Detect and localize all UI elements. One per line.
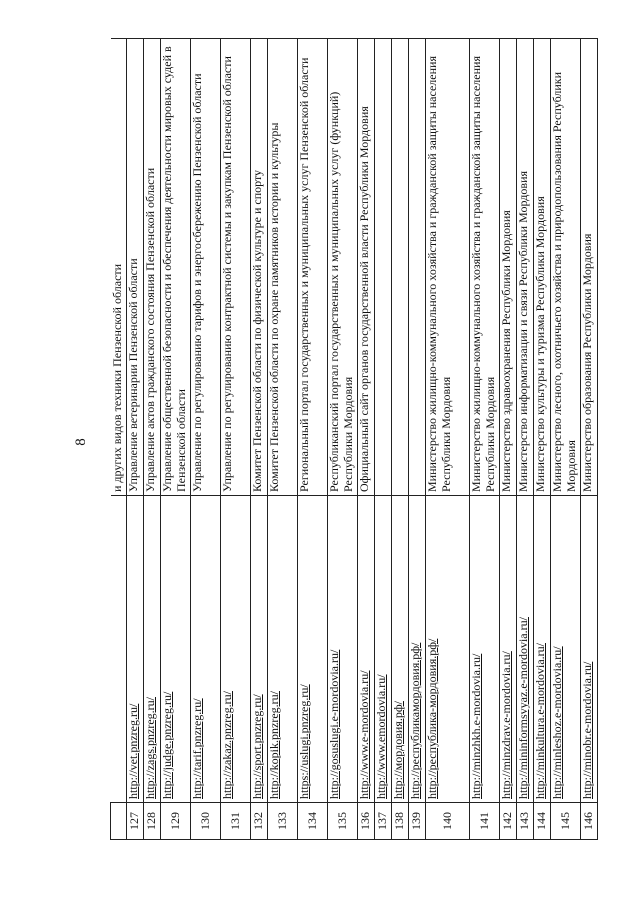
url-cell [409, 496, 426, 803]
url-cell [375, 496, 392, 803]
site-link[interactable]: http://minobr.e-mordovia.ru/ [580, 661, 594, 799]
site-link[interactable]: http://sport.pnzreg.ru/ [250, 694, 264, 799]
row-number: 137 [375, 803, 392, 840]
row-number: 130 [191, 803, 221, 840]
row-number: 131 [221, 803, 251, 840]
organization-name: и других видов техники Пензенской области [111, 39, 127, 496]
table-row [328, 39, 358, 840]
site-link[interactable]: http://judge.pnzreg.ru/ [160, 691, 174, 799]
table-row [111, 39, 127, 840]
organization-name: Управление ветеринарии Пензенской области [127, 39, 144, 496]
site-link[interactable]: http://tarif.pnzreg.ru/ [190, 698, 204, 799]
row-number: 128 [144, 803, 161, 840]
site-link[interactable]: http://mininformsvyaz.e-mordovia.ru/ [516, 617, 530, 799]
site-link[interactable]: http://республикамордовия.рф/ [408, 642, 422, 799]
organization-name: Министерство культуры и туризма Республики Мордовия [534, 39, 551, 496]
url-cell [221, 496, 251, 803]
url-cell [470, 496, 500, 803]
url-cell [426, 496, 470, 803]
site-link[interactable]: http://kopik.pnzreg.ru/ [267, 691, 281, 799]
url-cell [127, 496, 144, 803]
site-link[interactable]: http://www.e-mordovia.ru/ [357, 670, 371, 799]
table-row [161, 39, 191, 840]
site-link[interactable]: http://minkultura.e-mordovia.ru/ [533, 643, 547, 799]
site-link[interactable]: http://республика-мордовия.рф/ [425, 638, 439, 799]
url-cell [358, 496, 375, 803]
page-number: 8 [73, 438, 89, 446]
row-number: 142 [500, 803, 517, 840]
table-row [375, 39, 392, 840]
organization-name: Министерство жилищно-коммунального хозяйства и гражданской защиты населения Республики Мордовия [426, 39, 470, 496]
site-link[interactable]: https://uslugi.pnzreg.ru/ [297, 684, 311, 799]
url-cell [298, 496, 328, 803]
url-cell [500, 496, 517, 803]
row-number: 135 [328, 803, 358, 840]
url-cell [581, 496, 598, 803]
organization-name [392, 39, 409, 496]
organization-name [375, 39, 392, 496]
table-row [191, 39, 221, 840]
organization-name [409, 39, 426, 496]
table-row [221, 39, 251, 840]
website-registry-table [110, 38, 598, 840]
table-row [144, 39, 161, 840]
url-cell [534, 496, 551, 803]
table-row [268, 39, 298, 840]
url-cell [268, 496, 298, 803]
table-row [409, 39, 426, 840]
table-row [500, 39, 517, 840]
site-link[interactable]: http://vet.pnzreg.ru/ [126, 703, 140, 799]
table-row [581, 39, 598, 840]
organization-name: Министерство жилищно-коммунального хозяйства и гражданской защиты населения Республики Мордовия [470, 39, 500, 496]
organization-name: Министерство информатизации и связи Республики Мордовия [517, 39, 534, 496]
table-row [470, 39, 500, 840]
row-number: 134 [298, 803, 328, 840]
site-link[interactable]: http://zakaz.pnzreg.ru/ [220, 691, 234, 799]
url-cell [251, 496, 268, 803]
url-cell [517, 496, 534, 803]
row-number: 127 [127, 803, 144, 840]
organization-name: Официальный сайт органов государственной власти Республики Мордовия [358, 39, 375, 496]
table-row [127, 39, 144, 840]
row-number: 136 [358, 803, 375, 840]
url-cell [392, 496, 409, 803]
row-number [111, 803, 127, 840]
site-link[interactable]: http://zags.pnzreg.ru/ [143, 697, 157, 799]
organization-name: Региональный портал государственных и муниципальных услуг Пензенской области [298, 39, 328, 496]
url-cell [111, 496, 127, 803]
table-row [517, 39, 534, 840]
table-row [298, 39, 328, 840]
url-cell [144, 496, 161, 803]
organization-name: Республиканский портал государственных и муниципальных услуг (функций) Республики Мордовия [328, 39, 358, 496]
row-number: 139 [409, 803, 426, 840]
site-link[interactable]: http://www.emordovia.ru/ [374, 674, 388, 799]
site-link[interactable]: http://мордовия.рф/ [391, 701, 405, 799]
table-row [551, 39, 581, 840]
site-link[interactable]: http://minzdrav.e-mordovia.ru/ [499, 651, 513, 799]
organization-name: Управление по регулированию тарифов и энергосбережению Пензенской области [191, 39, 221, 496]
site-link[interactable]: http://minleshoz.e-mordovia.ru/ [550, 646, 564, 799]
row-number: 145 [551, 803, 581, 840]
table-row [426, 39, 470, 840]
site-link[interactable]: http://gosuslugi.e-mordovia.ru/ [327, 649, 341, 799]
rotated-page [70, 42, 596, 862]
organization-name: Министерство здравоохранения Республики Мордовия [500, 39, 517, 496]
row-number: 143 [517, 803, 534, 840]
organization-name: Управление по регулированию контрактной системы и закупкам Пензенской области [221, 39, 251, 496]
row-number: 141 [470, 803, 500, 840]
row-number: 146 [581, 803, 598, 840]
url-cell [161, 496, 191, 803]
table-row [534, 39, 551, 840]
organization-name: Комитет Пензенской области по физической культуре и спорту [251, 39, 268, 496]
organization-name: Министерство лесного, охотничьего хозяйства и природопользования Республики Мордовия [551, 39, 581, 496]
organization-name: Управление актов гражданского состояния Пензенской области [144, 39, 161, 496]
url-cell [328, 496, 358, 803]
row-number: 144 [534, 803, 551, 840]
organization-name: Комитет Пензенской области по охране памятников истории и культуры [268, 39, 298, 496]
registry-body [111, 39, 598, 840]
organization-name: Управление общественной безопасности и обеспечения деятельности мировых судей в Пензенской области [161, 39, 191, 496]
row-number: 138 [392, 803, 409, 840]
table-row [392, 39, 409, 840]
url-cell [551, 496, 581, 803]
row-number: 129 [161, 803, 191, 840]
row-number: 132 [251, 803, 268, 840]
site-link[interactable]: http://minzhkh.e-mordovia.ru/ [469, 653, 483, 799]
organization-name: Министерство образования Республики Мордовия [581, 39, 598, 496]
url-cell [191, 496, 221, 803]
table-row [358, 39, 375, 840]
row-number: 133 [268, 803, 298, 840]
row-number: 140 [426, 803, 470, 840]
table-row [251, 39, 268, 840]
